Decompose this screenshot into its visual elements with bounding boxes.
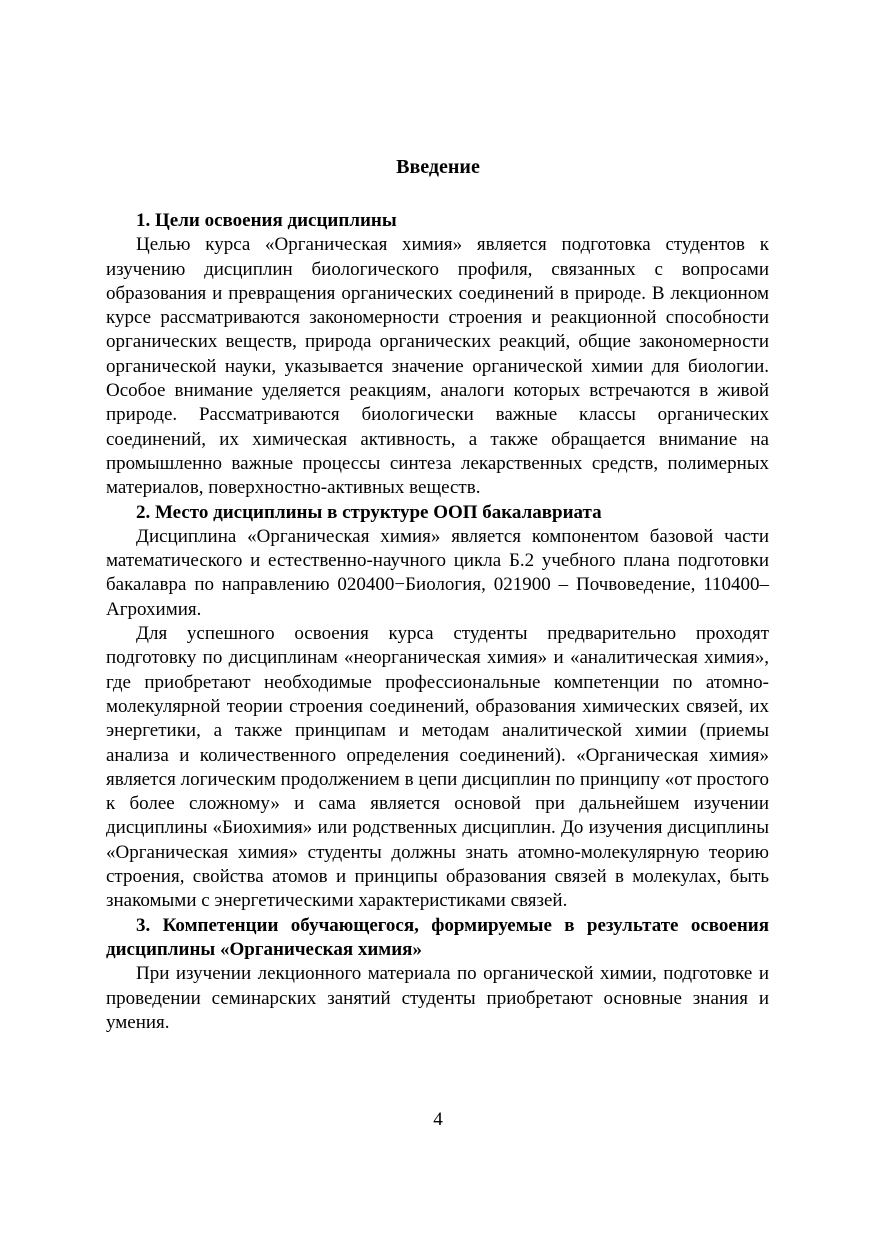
document-body bbox=[106, 209, 769, 1035]
section-1-heading: 1. Цели освоения дисциплины bbox=[136, 210, 397, 231]
section-2-paragraph-1: Дисциплина «Органическая химия» является компонентом базовой части математического и естественно-научного цикла Б.2 учебного плана подготовки бакалавра по направлению 020400−Биология, 021900 – Почвоведение, 110400– Агрохимия. bbox=[106, 525, 769, 620]
page-number: 4 bbox=[433, 1109, 443, 1130]
section-2-paragraph-2: Для успешного освоения курса студенты предварительно проходят подготовку по дисциплинам «неорганическая химия» и «аналитическая химия», где приобретают необходимые профессиональные компетенции по атомно-молекулярной теории строения соединений, образования химических связей, их энергетики, а также принципам и методам аналитической химии (приемы анализа и количественного определения соединений). «Органическая химия» является логическим продолжением в цепи дисциплин по принципу «от простого к более сложному» и сама является основой при дальнейшем изучении дисциплины «Биохимия» или родственных дисциплин. До изучения дисциплины «Органическая химия» студенты должны знать атомно-молекулярную теорию строения, свойства атомов и принципы образования связей в молекулах, быть знакомыми с энергетическими характеристиками связей. bbox=[106, 623, 769, 912]
section-1-paragraph-1: Целью курса «Органическая химия» является подготовка студентов к изучению дисциплин биологического профиля, связанных с вопросами образования и превращения органических соединений в природе. В лекционном курсе рассматриваются закономерности строения и реакционной способности органических веществ, природа органических реакций, общие закономерности органической науки, указывается значение органической химии для биологии. Особое внимание уделяется реакциям, аналоги которых встречаются в живой природе. Рассматриваются биологически важные классы органических соединений, их химическая активность, а также обращается внимание на промышленно важные процессы синтеза лекарственных средств, полимерных материалов, поверхностно-активных веществ. bbox=[106, 234, 769, 499]
section-3-heading: 3. Компетенции обучающегося, формируемые в результате освоения дисциплины «Органическая химия» bbox=[106, 914, 769, 960]
section-2-heading: 2. Место дисциплины в структуре ООП бакалавриата bbox=[136, 501, 602, 523]
page-title: Введение bbox=[396, 156, 480, 178]
section-3-paragraph-1: При изучении лекционного материала по органической химии, подготовке и проведении семинарских занятий студенты приобретают основные знания и умения. bbox=[106, 963, 769, 1033]
